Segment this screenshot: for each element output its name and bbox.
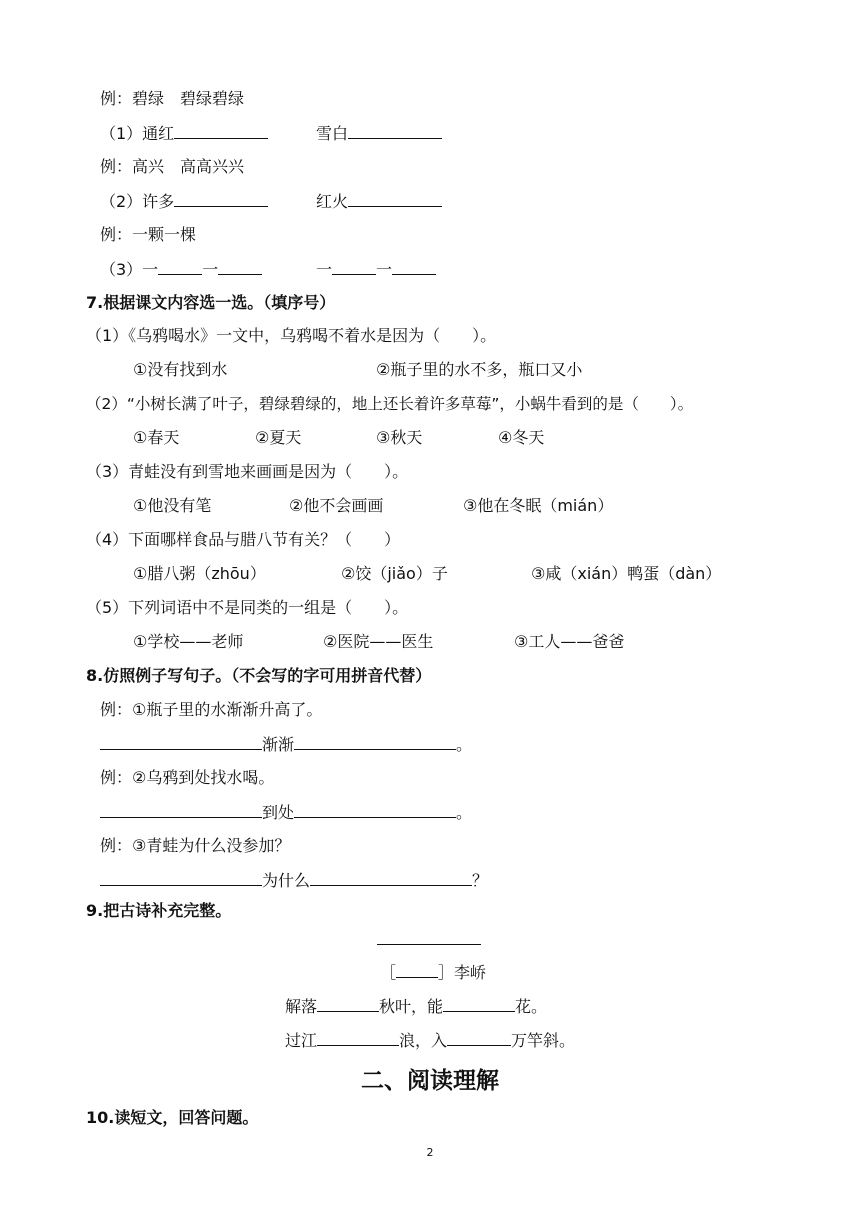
question-7-1: （1）《乌鸦喝水》一文中，乌鸦喝不着水是因为（ ）。 — [86, 326, 497, 345]
answer-blank[interactable] — [100, 869, 262, 886]
example-2: 例：高兴 高高兴兴 — [100, 157, 245, 176]
sentence-8-3 — [100, 869, 488, 892]
section-9-heading: 9.把古诗补充完整。 — [86, 901, 232, 920]
poem-text: 秋叶，能 — [379, 997, 444, 1016]
yi-char: 一 — [376, 260, 393, 279]
answer-blank[interactable] — [310, 869, 472, 886]
question-6-3-a — [100, 258, 262, 281]
page-number: 2 — [426, 1146, 434, 1159]
answer-blank[interactable] — [317, 1029, 399, 1046]
option-7-5-1[interactable]: ①学校——老师 — [133, 632, 244, 651]
answer-blank[interactable] — [174, 190, 268, 207]
option-7-3-2[interactable]: ②他不会画画 — [289, 496, 384, 515]
poem-line-1 — [285, 995, 547, 1018]
answer-blank[interactable] — [392, 258, 436, 275]
question-6-1-a — [100, 122, 268, 145]
question-6-3-b — [316, 258, 436, 281]
punctuation: ？ — [472, 871, 489, 890]
answer-blank[interactable] — [447, 1029, 511, 1046]
question-6-1-b — [316, 122, 442, 145]
question-label: 红火 — [316, 192, 349, 211]
section-7-heading: 7.根据课文内容选一选。（填序号） — [86, 293, 336, 312]
question-label: （3）一 — [100, 260, 159, 279]
poem-title-blank[interactable] — [377, 944, 481, 945]
keyword: 渐渐 — [262, 735, 295, 754]
option-7-2-1[interactable]: ①春天 — [133, 428, 180, 447]
yi-char: 一 — [316, 260, 333, 279]
example-3: 例：一颗一棵 — [100, 225, 197, 244]
question-6-2-b — [316, 190, 442, 213]
answer-blank[interactable] — [294, 801, 456, 818]
option-7-3-1[interactable]: ①他没有笔 — [133, 496, 212, 515]
poem-author-line — [380, 961, 486, 984]
sentence-8-1 — [100, 733, 472, 756]
poem-text: 过江 — [285, 1031, 318, 1050]
keyword: 为什么 — [262, 871, 311, 890]
dynasty-blank[interactable] — [396, 961, 438, 978]
answer-blank[interactable] — [294, 733, 456, 750]
poem-text: 解落 — [285, 997, 318, 1016]
answer-blank[interactable] — [443, 995, 515, 1012]
yi-char: 一 — [202, 260, 219, 279]
option-7-1-1[interactable]: ①没有找到水 — [133, 360, 228, 379]
poem-author: 李峤 — [454, 963, 487, 982]
keyword: 到处 — [262, 803, 295, 822]
option-7-2-4[interactable]: ④冬天 — [498, 428, 545, 447]
part-2-title: 二、阅读理解 — [361, 1068, 499, 1094]
question-label: 雪白 — [316, 124, 349, 143]
question-7-4: （4）下面哪样食品与腊八节有关？（ ） — [86, 530, 401, 549]
sentence-8-2 — [100, 801, 472, 824]
punctuation: 。 — [456, 735, 473, 754]
answer-blank[interactable] — [317, 995, 379, 1012]
answer-blank[interactable] — [332, 258, 376, 275]
example-1: 例：碧绿 碧绿碧绿 — [100, 89, 245, 108]
question-7-2: （2）“小树长满了叶子，碧绿碧绿的，地上还长着许多草莓”，小蜗牛看到的是（ ）。 — [86, 395, 694, 413]
answer-blank[interactable] — [100, 733, 262, 750]
example-8-3: 例：③青蛙为什么没参加？ — [100, 836, 291, 855]
poem-text: 万竿斜。 — [511, 1031, 576, 1050]
bracket-open: ［ — [380, 963, 397, 982]
option-7-3-3[interactable]: ③他在冬眠（mián） — [463, 496, 614, 515]
example-8-2: 例：②乌鸦到处找水喝。 — [100, 768, 275, 787]
bracket-close: ］ — [438, 963, 455, 982]
poem-line-2 — [285, 1029, 575, 1052]
question-6-2-a — [100, 190, 268, 213]
option-7-4-2[interactable]: ②饺（jiǎo）子 — [341, 564, 448, 583]
poem-text: 浪，入 — [399, 1031, 448, 1050]
answer-blank[interactable] — [348, 122, 442, 139]
question-label: （1）通红 — [100, 124, 175, 143]
question-label: （2）许多 — [100, 192, 175, 211]
section-8-heading: 8.仿照例子写句子。（不会写的字可用拼音代替） — [86, 666, 432, 685]
poem-text: 花。 — [515, 997, 548, 1016]
question-7-3: （3）青蛙没有到雪地来画画是因为（ ）。 — [86, 462, 409, 481]
answer-blank[interactable] — [174, 122, 268, 139]
answer-blank[interactable] — [218, 258, 262, 275]
option-7-2-2[interactable]: ②夏天 — [255, 428, 302, 447]
example-8-1: 例：①瓶子里的水渐渐升高了。 — [100, 700, 323, 719]
question-7-5: （5）下列词语中不是同类的一组是（ ）。 — [86, 598, 409, 617]
answer-blank[interactable] — [158, 258, 202, 275]
question-10-heading: 10.读短文，回答问题。 — [86, 1108, 259, 1127]
answer-blank[interactable] — [348, 190, 442, 207]
option-7-5-3[interactable]: ③工人——爸爸 — [514, 632, 625, 651]
punctuation: 。 — [456, 803, 473, 822]
answer-blank[interactable] — [100, 801, 262, 818]
option-7-4-1[interactable]: ①腊八粥（zhōu） — [133, 564, 266, 583]
option-7-2-3[interactable]: ③秋天 — [376, 428, 423, 447]
option-7-4-3[interactable]: ③咸（xián）鸭蛋（dàn） — [531, 564, 722, 583]
option-7-1-2[interactable]: ②瓶子里的水不多，瓶口又小 — [376, 360, 583, 379]
option-7-5-2[interactable]: ②医院——医生 — [323, 632, 434, 651]
